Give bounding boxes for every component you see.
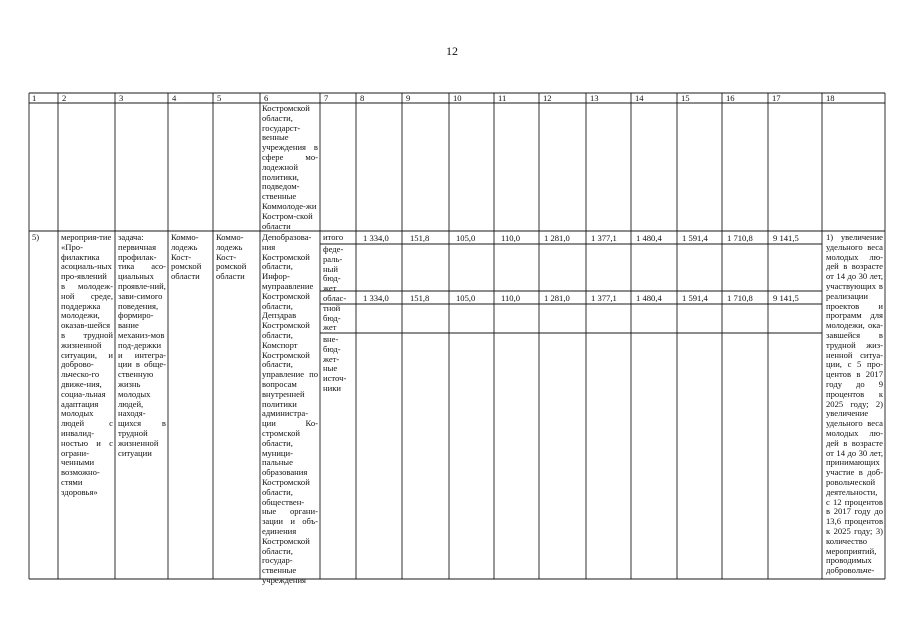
header-col-7: 7 (324, 93, 329, 103)
regional-2025: 1 710,8 (727, 293, 753, 303)
source-total-label: итого (323, 232, 344, 242)
header-col-18: 18 (826, 93, 835, 103)
total-2022: 1 377,1 (591, 233, 617, 243)
header-col-2: 2 (62, 93, 67, 103)
total-2025: 1 710,8 (727, 233, 753, 243)
header-col-10: 10 (453, 93, 462, 103)
responsible-executor: Коммо-лодежь Кост-ромской области (216, 232, 247, 282)
header-col-5: 5 (217, 93, 222, 103)
regional-2023: 1 480,4 (636, 293, 662, 303)
task-description: задача: первичная профилак-тика асо-циальных проявле-ний, зави-симого поведения, формиро-вание механиз-мов под-держки и интегра-ции в обще-ственную жизнь молодых людей, находя-щихся в трудной жизненной ситуации (118, 232, 166, 458)
page-number: 12 (446, 44, 458, 58)
source-regional-label: облас-тной бюд-жет (323, 293, 347, 333)
regional-2021: 1 281,0 (544, 293, 570, 303)
regional-2022: 1 377,1 (591, 293, 617, 303)
total-2018: 151,8 (410, 233, 430, 243)
source-extrabudget-label: вне-бюд-жет-ные источ-ники (323, 334, 347, 393)
regional-2017: 1 334,0 (363, 293, 389, 303)
row-index: 5) (32, 232, 40, 242)
header-col-15: 15 (681, 93, 690, 103)
header-col-12: 12 (543, 93, 552, 103)
regional-2019: 105,0 (456, 293, 476, 303)
header-col-6: 6 (264, 93, 269, 103)
target-indicators: 1) увеличение удельного веса молодых лю-дей в возрасте от 14 до 30 лет, участвующих в реализации проектов и программ для молодежи, ока-завшейся в трудной жиз-ненной ситуа-ции, с 5 про-центов в 2017 году до 9 процентов к 2025 году; 2) увеличение удельного веса молодых лю-дей в возрасте от 14 до 30 лет, принимающих участие в доб-ровольческой деятельности, с 12 процентов в 2017 году до 13,6 процентов к 2025 году; 3) количество мероприятий, проводимых добровольче- (826, 232, 883, 576)
header-col-17: 17 (772, 93, 781, 103)
total-2020: 110,0 (501, 233, 521, 243)
total-2023: 1 480,4 (636, 233, 662, 243)
header-col-8: 8 (360, 93, 365, 103)
header-col-9: 9 (406, 93, 411, 103)
regional-2024: 1 591,4 (682, 293, 708, 303)
measure-name: мероприя-тие «Про-филактика асоциаль-ных про-явлений в молодеж-ной среде, поддержка молодежи, оказав-шейся в трудной жизненной ситуации, и доброво-льческо-го движе-ния, социа-льная адаптация молодых людей с инвалид-ностью и с ограни-ченными возможно-стями здоровья» (61, 232, 113, 497)
regional-sum: 9 141,5 (773, 293, 799, 303)
total-sum: 9 141,5 (773, 233, 799, 243)
regional-2020: 110,0 (501, 293, 521, 303)
total-2021: 1 281,0 (544, 233, 570, 243)
header-col-13: 13 (590, 93, 599, 103)
header-col-16: 16 (726, 93, 735, 103)
co-executors: Депобразова-ния Костромской области, Инфор-мупраавление Костромской области, Депздрав Костромской области, Комспорт Костромской области, управление по вопросам внутренней политики администра-ции Ко-стромской области, муници-пальные образования Костромской области, обществен-ные органи-зации и объ-единения Костромской области, государ-ственные учреждения (262, 232, 318, 585)
customer: Коммо-лодежь Кост-ромской области (171, 232, 202, 282)
header-col-14: 14 (635, 93, 644, 103)
total-2019: 105,0 (456, 233, 476, 243)
source-federal-label: феде-раль-ный бюд-жет (323, 244, 344, 294)
header-col-3: 3 (119, 93, 124, 103)
regional-2018: 151,8 (410, 293, 430, 303)
total-2024: 1 591,4 (682, 233, 708, 243)
continuation-executors: Костромской области, государст-венные учреждения в сфере мо-лодежной политики, подведом-ственные Коммолоде-жи Костром-ской области (262, 103, 318, 231)
header-col-11: 11 (498, 93, 507, 103)
header-col-4: 4 (172, 93, 177, 103)
total-2017: 1 334,0 (363, 233, 389, 243)
header-col-1: 1 (32, 93, 37, 103)
